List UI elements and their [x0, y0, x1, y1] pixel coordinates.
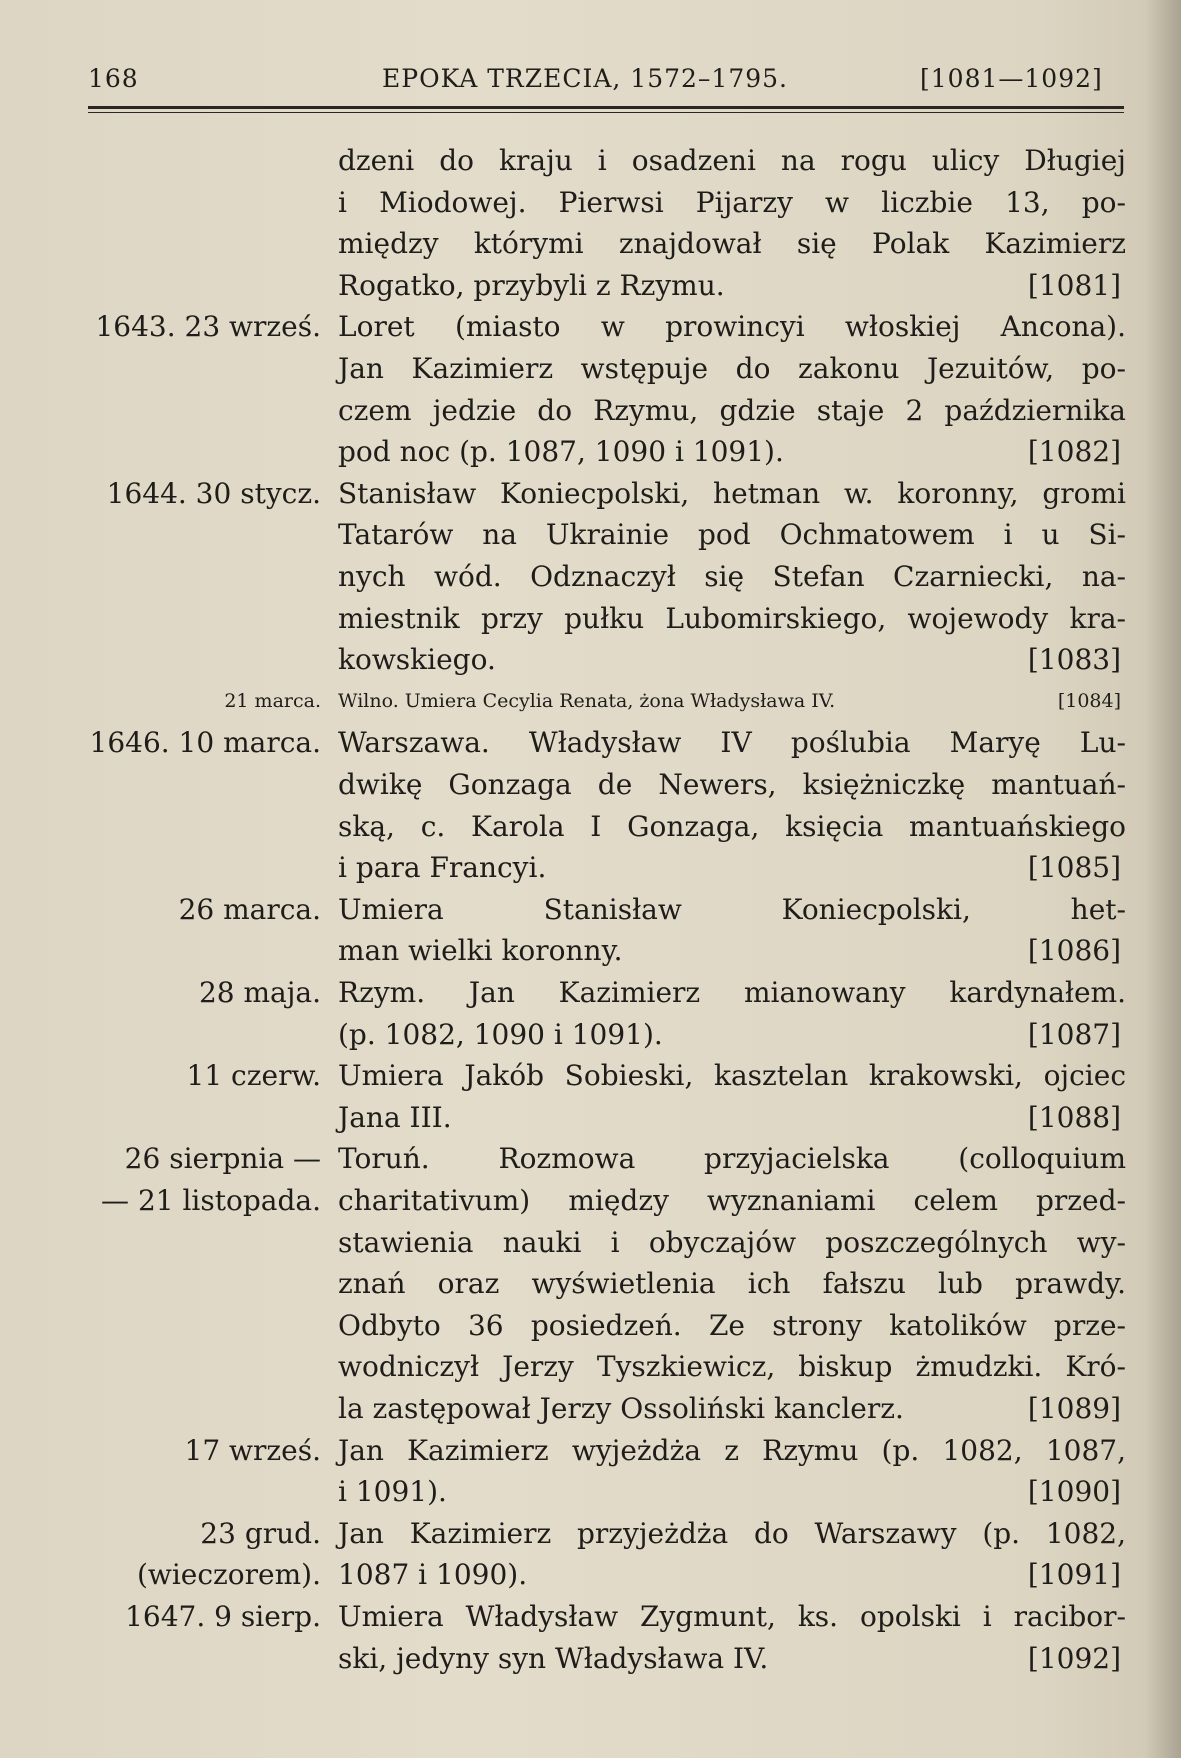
- entry-date: 1647. 9 sierp.: [125, 1600, 321, 1633]
- entry-text: znań oraz wyświetlenia ich fałszu lub prawdy.: [338, 1267, 1126, 1301]
- entry-text: Odbyto 36 posiedzeń. Ze strony katolików prze-: [338, 1308, 1126, 1342]
- entry-text: czem jedzie do Rzymu, gdzie staje 2 października: [338, 393, 1126, 427]
- entry-text: między którymi znajdował się Polak Kazimierz: [338, 227, 1126, 261]
- entry-text: i 1091).: [338, 1475, 447, 1509]
- header-title: EPOKA TRZECIA, 1572–1795.: [382, 64, 788, 93]
- entry-text: stawienia nauki i obyczajów poszczególnych wy-: [338, 1225, 1126, 1259]
- entry-date: (wieczorem).: [136, 1558, 321, 1592]
- entry-number: [1092]: [1027, 1641, 1121, 1675]
- entry-text: kowskiego.: [338, 643, 496, 677]
- entry-date: 11 czerw.: [186, 1059, 321, 1093]
- entry-text: Rogatko, przybyli z Rzymu.: [338, 268, 725, 302]
- entry-text: Toruń. Rozmowa przyjacielska (colloquium: [338, 1142, 1126, 1176]
- entry-date: 1646. 10 marca.: [89, 726, 321, 760]
- page-edge-shadow: [1145, 0, 1181, 1758]
- entry-text: i para Francyi.: [338, 851, 547, 885]
- entry-number: [1086]: [1027, 934, 1121, 968]
- entry-text: Tatarów na Ukrainie pod Ochmatowem i u Si-: [338, 518, 1126, 552]
- entry-number: [1091]: [1027, 1558, 1121, 1592]
- entry-number: [1087]: [1027, 1017, 1121, 1051]
- entry-text: Jan Kazimierz wyjeżdża z Rzymu (p. 1082, 1087,: [338, 1433, 1126, 1467]
- entry-text: ską, c. Karola I Gonzaga, księcia mantuańskiego: [338, 809, 1126, 843]
- entry-date: 26 sierpnia —: [124, 1142, 321, 1176]
- entry-date: 26 marca.: [178, 892, 321, 926]
- running-header: [88, 64, 1128, 100]
- entry-text: Loret (miasto w prowincyi włoskiej Ancona).: [338, 310, 1126, 344]
- entry-text: Stanisław Koniecpolski, hetman w. koronny, gromi: [338, 476, 1126, 510]
- entry-text: miestnik przy pułku Lubomirskiego, wojewody kra-: [338, 601, 1126, 635]
- page-number: 168: [88, 64, 139, 93]
- entry-date: 17 wrześ.: [184, 1433, 321, 1467]
- entry-number: [1090]: [1027, 1475, 1121, 1509]
- header-entry-range: [1081—1092]: [920, 64, 1103, 93]
- entry-text: Jan Kazimierz przyjeżdża do Warszawy (p. 1082,: [338, 1516, 1126, 1550]
- entry-text: nych wód. Odznaczył się Stefan Czarniecki, na-: [338, 560, 1126, 593]
- entry-text: (p. 1082, 1090 i 1091).: [338, 1017, 663, 1051]
- entry-date: 1643. 23 wrześ.: [95, 310, 321, 344]
- entry-date: 28 maja.: [198, 976, 321, 1009]
- entry-number: [1085]: [1027, 851, 1121, 885]
- entry-number: [1088]: [1027, 1100, 1121, 1134]
- entry-text: i Miodowej. Pierwsi Pijarzy w liczbie 13, po-: [338, 185, 1126, 219]
- entry-text: dwikę Gonzaga de Newers, księżniczkę mantuań-: [338, 768, 1126, 801]
- entry-date: 23 grud.: [200, 1516, 321, 1550]
- entry-date: — 21 listopada.: [101, 1184, 321, 1217]
- entry-text: pod noc (p. 1087, 1090 i 1091).: [338, 435, 784, 469]
- entry-text: wodniczył Jerzy Tyszkiewicz, biskup żmudzki. Kró-: [338, 1350, 1126, 1384]
- entry-text: Jan Kazimierz wstępuje do zakonu Jezuitów, po-: [338, 352, 1126, 385]
- entry-number: [1082]: [1027, 435, 1121, 469]
- entry-number: [1083]: [1027, 643, 1121, 677]
- entry-text: 1087 i 1090).: [338, 1558, 528, 1592]
- entry-text: man wielki koronny.: [338, 934, 623, 968]
- entry-text: Umiera Władysław Zygmunt, ks. opolski i racibor-: [338, 1600, 1126, 1633]
- entry-number: [1089]: [1027, 1392, 1121, 1425]
- entry-text: Jana III.: [338, 1100, 452, 1134]
- entry-text: Rzym. Jan Kazimierz mianowany kardynałem.: [338, 976, 1126, 1009]
- entry-text: charitativum) między wyznaniami celem przed-: [338, 1184, 1126, 1217]
- entry-text: ski, jedyny syn Władysława IV.: [338, 1641, 769, 1675]
- header-rule-thick: [88, 106, 1124, 109]
- entry-text: dzeni do kraju i osadzeni na rogu ulicy Długiej: [338, 144, 1126, 177]
- entry-number: [1084]: [1057, 689, 1121, 712]
- entry-date: 21 marca.: [224, 689, 321, 712]
- entry-text: la zastępował Jerzy Ossoliński kanclerz.: [338, 1392, 904, 1425]
- entry-date: 1644. 30 stycz.: [106, 476, 321, 510]
- entry-text: Warszawa. Władysław IV poślubia Maryę Lu-: [338, 726, 1126, 760]
- entry-text: Umiera Stanisław Koniecpolski, het-: [338, 892, 1126, 926]
- entry-number: [1081]: [1027, 268, 1121, 302]
- entry-text: Umiera Jakób Sobieski, kasztelan krakowski, ojciec: [338, 1059, 1126, 1093]
- entry-text: Wilno. Umiera Cecylia Renata, żona Władysława IV.: [338, 689, 836, 712]
- header-rule-thin: [88, 112, 1124, 113]
